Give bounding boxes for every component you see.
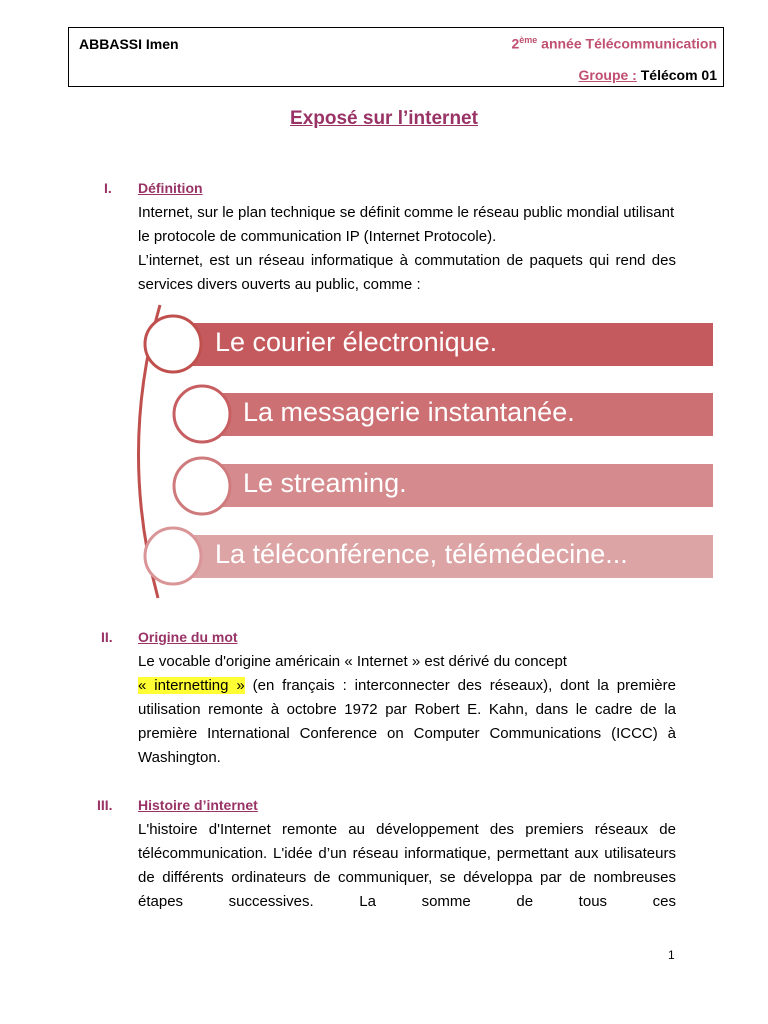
service-circle-1 xyxy=(145,316,201,372)
section-3-paragraph: L'histoire d'Internet remonte au développement des premiers réseaux de télécommunication. L'idée d’un réseau informatique, permettant aux utilisateurs de différents ordinateurs de communiquer, se développa par de nombreuses étapes successives. La somme de tous ces xyxy=(138,821,676,910)
section-2-title: Origine du mot xyxy=(138,629,238,645)
section-1-title: Définition xyxy=(138,180,203,196)
page-number: 1 xyxy=(668,948,675,962)
author-name: ABBASSI Imen xyxy=(79,36,179,52)
section-2-line-1: Le vocable d'origine américain « Internet » est dérivé du concept xyxy=(138,653,567,670)
service-label-3: Le streaming. xyxy=(243,468,407,498)
section-3-number: III. xyxy=(97,797,113,813)
page-title: Exposé sur l’internet xyxy=(290,108,478,129)
section-3-title: Histoire d’internet xyxy=(138,797,258,813)
service-label-2: La messagerie instantanée. xyxy=(243,397,575,427)
section-1-paragraph-1: Internet, sur le plan technique se définit comme le réseau public mondial utilisant le protocole de communication IP (Internet Protocole). xyxy=(138,204,675,245)
service-circle-3 xyxy=(174,458,230,514)
service-label-4: La téléconférence, télémédecine... xyxy=(215,539,628,569)
service-circle-4 xyxy=(145,528,201,584)
highlighted-term: « internetting » xyxy=(138,677,245,694)
group-label: Groupe : Télécom 01 xyxy=(578,67,717,83)
section-1-paragraph-2: L’internet, est un réseau informatique à commutation de paquets qui rend des services divers ouverts au public, comme : xyxy=(138,252,676,293)
year-label: 2ème année Télécommunication xyxy=(511,35,717,52)
service-label-1: Le courier électronique. xyxy=(215,327,498,357)
service-circle-2 xyxy=(174,386,230,442)
section-2-paragraph: « internetting » (en français : interconnecter des réseaux), dont la première utilisation remonte à octobre 1972 par Robert E. Kahn, dans le cadre de la première International Conference on Computer Communications (ICCC) à Washington. xyxy=(138,677,676,766)
section-1-number: I. xyxy=(104,180,112,196)
section-2-number: II. xyxy=(101,629,113,645)
